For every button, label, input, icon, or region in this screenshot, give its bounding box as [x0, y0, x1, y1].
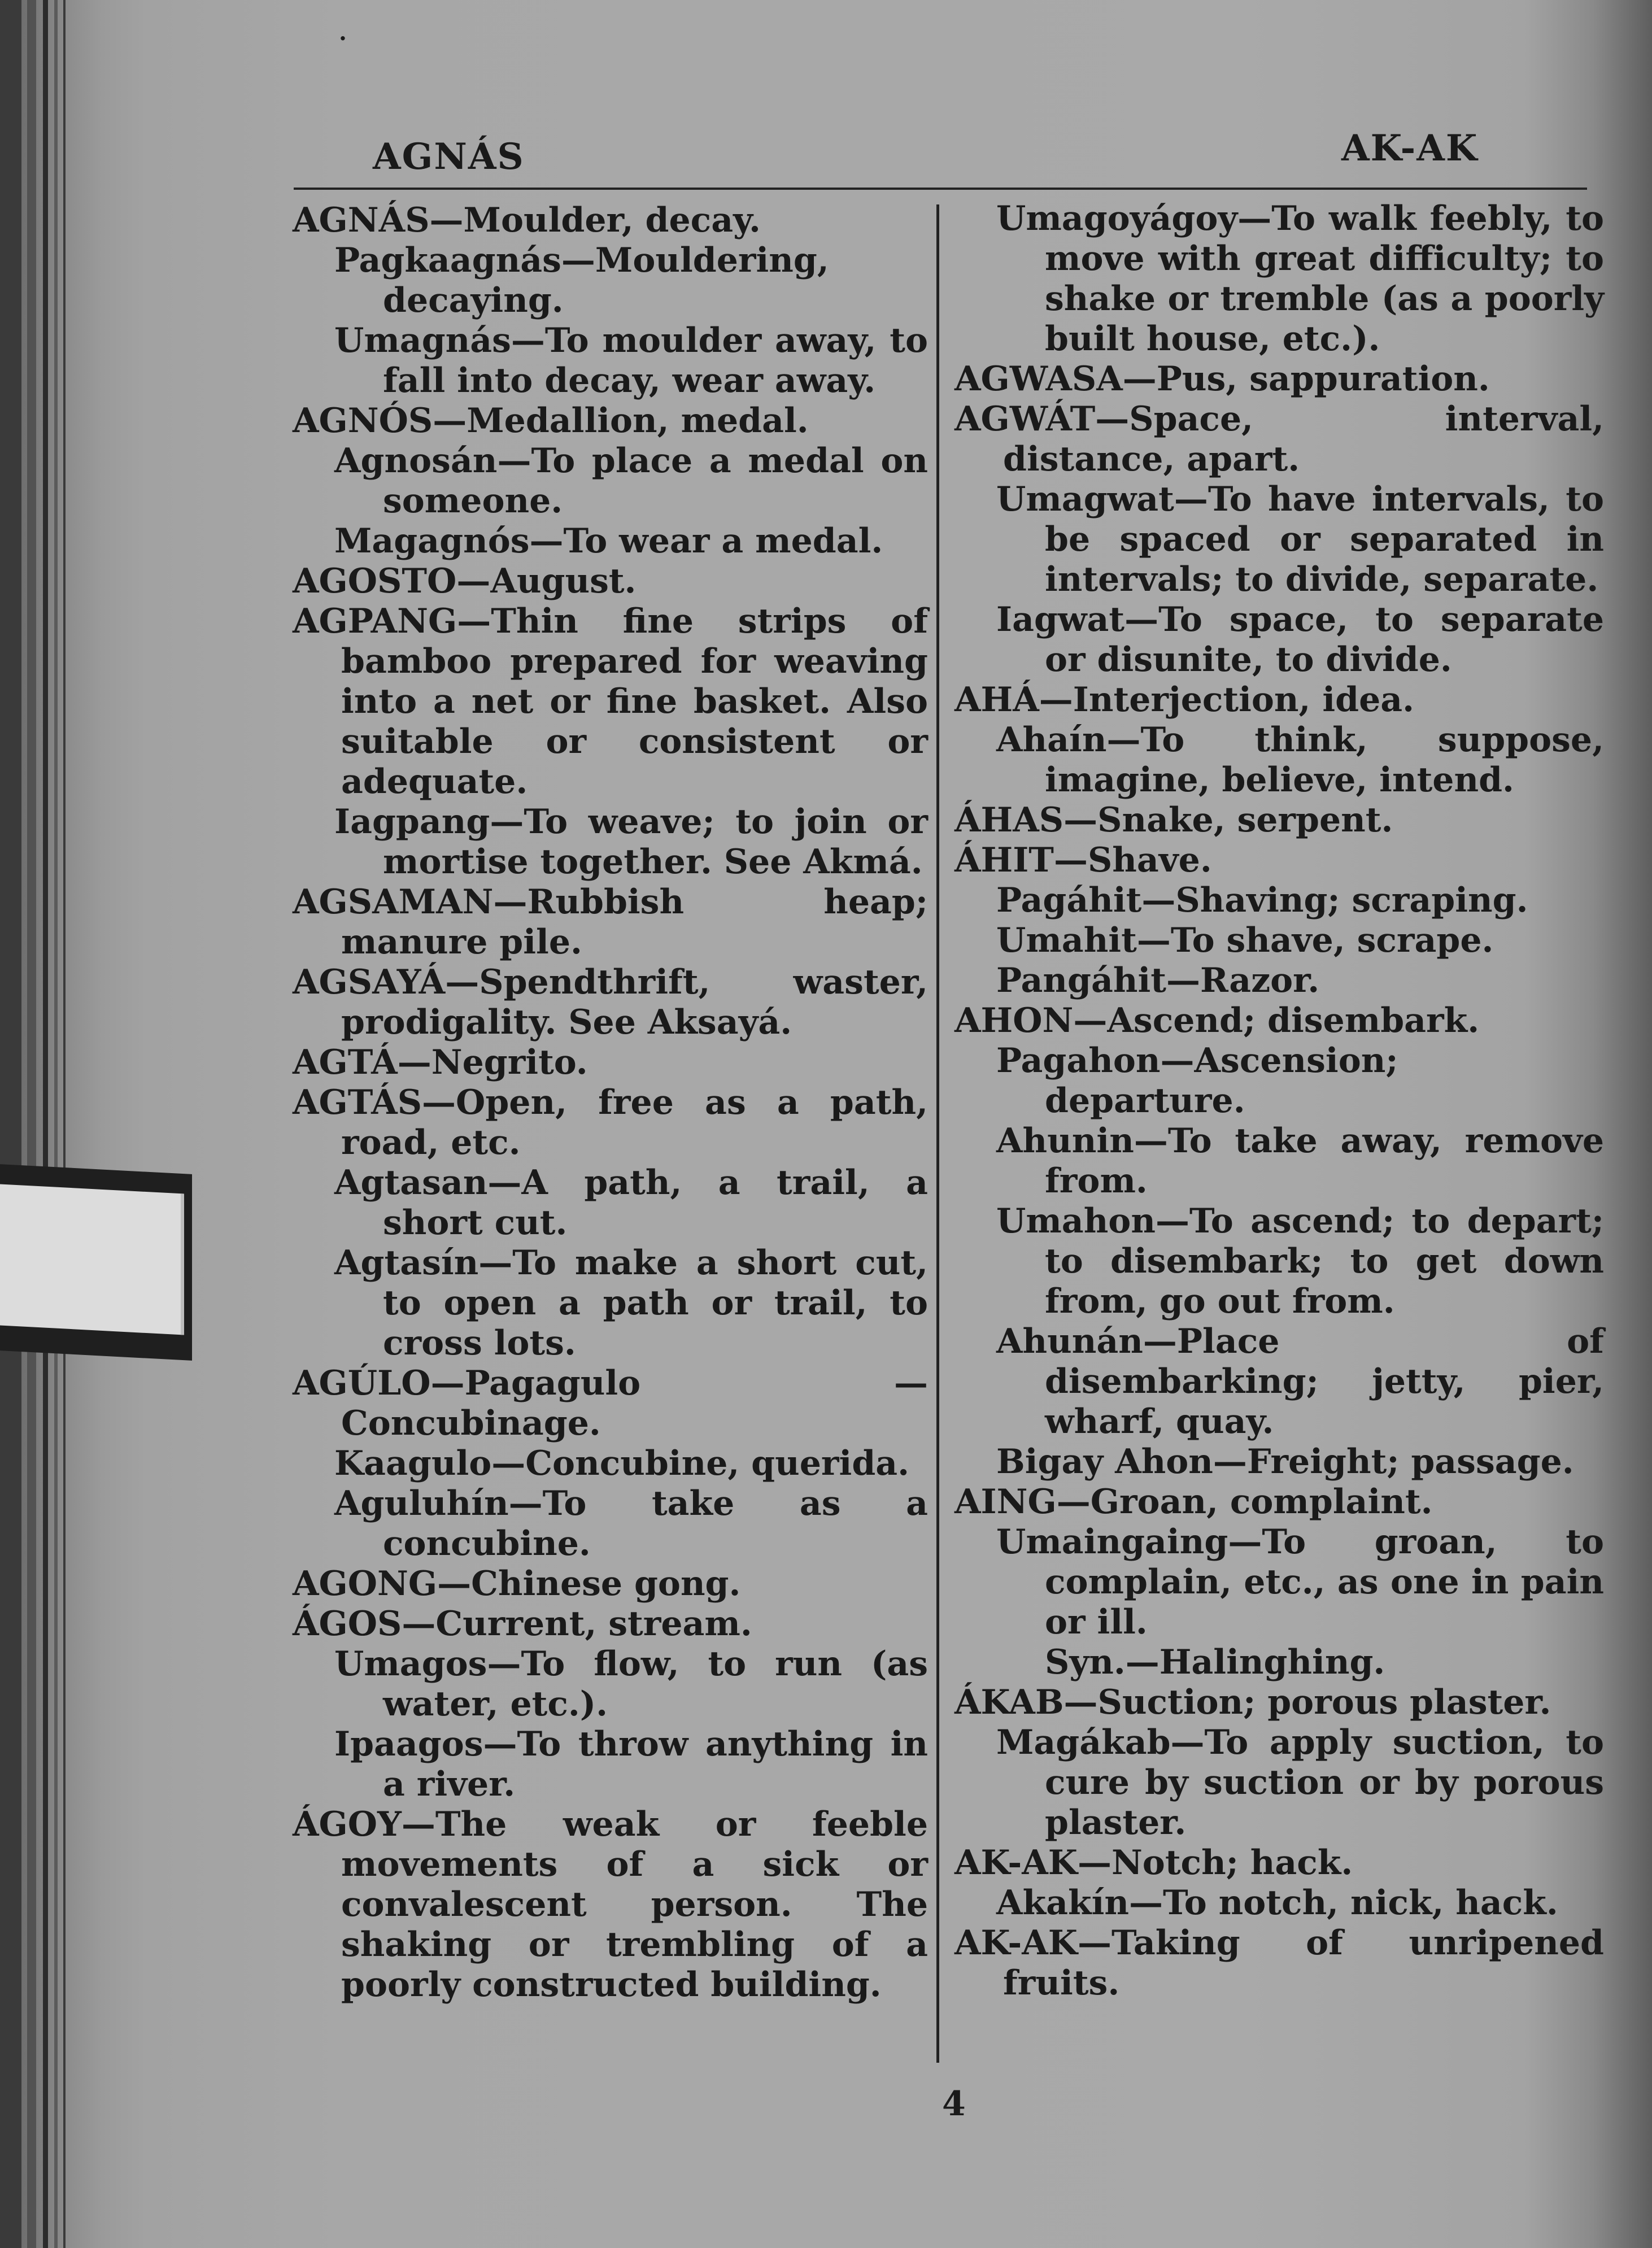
entry-definition: —To place a medal on someone.: [383, 441, 928, 521]
entry-definition: —Moulder, decay.: [429, 201, 761, 240]
entry-headword: Magagnós: [334, 521, 530, 561]
entry-definition: —To weave; to join or mortise together. See Akmá.: [383, 802, 928, 882]
dictionary-entry: [293, 962, 928, 1043]
entry-definition: —Ascension; departure.: [1045, 1041, 1398, 1121]
entry-headword: AK-AK: [954, 1843, 1078, 1883]
dictionary-entry: [954, 800, 1604, 840]
dictionary-entry: [954, 961, 1604, 1001]
entry-definition: —A path, a trail, a short cut.: [383, 1163, 928, 1243]
dictionary-entry: [293, 1444, 928, 1484]
dictionary-entry: [293, 201, 928, 241]
entry-definition: —Thin fine strips of bamboo prepared for weaving into a net or fine basket. Also suitable or consistent or adequate.: [341, 602, 928, 801]
entry-headword: Pagkaagnás: [334, 241, 561, 280]
entry-definition: —Negrito.: [397, 1043, 588, 1082]
dictionary-entry: [293, 521, 928, 561]
entry-headword: AGSAMAN: [293, 882, 494, 922]
entry-definition: —Suction; porous plaster.: [1063, 1683, 1551, 1722]
entry-headword: Ipaagos: [334, 1724, 483, 1764]
dictionary-entry: [954, 881, 1604, 921]
entry-headword: Kaagulo: [334, 1444, 492, 1483]
entry-definition: —To think, suppose, imagine, believe, intend.: [1045, 720, 1604, 800]
entry-definition: —To take away, remove from.: [1045, 1121, 1604, 1201]
entry-definition: —Concubine, querida.: [491, 1444, 910, 1483]
dictionary-entry: [293, 321, 928, 401]
entry-definition: —To walk feebly, to move with great difficulty; to shake or tremble (as a poorly built house, etc.).: [1045, 199, 1604, 359]
entry-headword: Umagos: [334, 1644, 487, 1684]
left-column: [293, 201, 928, 2005]
entry-headword: ÁKAB: [954, 1683, 1064, 1722]
dictionary-entry: [293, 441, 928, 521]
entry-definition: —Razor.: [1166, 961, 1320, 1000]
entry-headword: AHON: [954, 1001, 1074, 1040]
entry-definition: —Notch; hack.: [1077, 1843, 1353, 1883]
entry-definition: —To ascend; to depart; to disembark; to get down from, go out from.: [1045, 1201, 1604, 1321]
entry-headword: Agtasín: [334, 1243, 479, 1283]
entry-headword: ÁGOS: [293, 1604, 402, 1644]
dictionary-entry: [954, 1883, 1604, 1923]
entry-definition: —Space, interval, distance, apart.: [1003, 399, 1604, 479]
dictionary-entry: [293, 1243, 928, 1363]
entry-definition: —Taking of unripened fruits.: [1003, 1923, 1604, 2003]
entry-headword: AGTÁS: [293, 1083, 422, 1122]
entry-headword: Ahunán: [996, 1322, 1143, 1361]
running-head-right: AK-AK: [1341, 127, 1479, 169]
dictionary-entry: [954, 1121, 1604, 1201]
entry-definition: — Concubinage.: [341, 1363, 928, 1443]
entry-headword: Pagahon: [996, 1041, 1161, 1081]
page-number: 4: [942, 2084, 966, 2124]
entry-headword: ÁHIT: [954, 840, 1054, 880]
dictionary-entry: [293, 1083, 928, 1163]
entry-headword: Akakín: [996, 1883, 1129, 1923]
dictionary-entry: [954, 680, 1604, 720]
entry-definition: —Interjection, idea.: [1039, 680, 1415, 720]
entry-headword: ÁGOY: [293, 1805, 402, 1844]
bookmark-tab-face: [0, 1184, 184, 1335]
dictionary-entry: [293, 1644, 928, 1724]
book-binding-shadow: [0, 0, 21, 2248]
entry-definition: —To space, to separate or disunite, to divide.: [1045, 600, 1604, 679]
dictionary-entry: [954, 1923, 1604, 2003]
entry-headword: Umahit: [996, 921, 1137, 960]
dictionary-entry: [954, 1522, 1604, 1643]
dictionary-entry: [293, 802, 928, 882]
entry-definition: —To apply suction, to cure by suction or by porous plaster.: [1045, 1723, 1604, 1842]
dictionary-entry: [293, 1564, 928, 1604]
book-binding-edge: [27, 0, 36, 2248]
entry-definition: —Rubbish heap; manure pile.: [341, 882, 928, 962]
dictionary-entry: [293, 1805, 928, 2005]
dictionary-entry: [954, 399, 1604, 480]
entry-definition: —To take as a concubine.: [383, 1484, 928, 1563]
dictionary-entry: [954, 1482, 1604, 1522]
entry-headword: Iagwat: [996, 600, 1125, 639]
entry-headword: AGNÓS: [293, 401, 433, 441]
entry-headword: Iagpang: [334, 802, 490, 842]
book-binding-line: [54, 0, 58, 2248]
dictionary-entry: [954, 1683, 1604, 1723]
entry-definition: —To throw anything in a river.: [383, 1724, 928, 1804]
entry-definition: —Open, free as a path, road, etc.: [341, 1083, 928, 1162]
entry-definition: —Shaving; scraping.: [1141, 881, 1528, 920]
entry-definition: —Groan, complaint.: [1056, 1482, 1433, 1522]
entry-definition: —To moulder away, to fall into decay, wear away.: [383, 321, 928, 400]
entry-headword: Umagoyágoy: [996, 199, 1238, 238]
dictionary-entry: [954, 1201, 1604, 1322]
entry-headword: Magákab: [996, 1723, 1171, 1762]
entry-headword: Pangáhit: [996, 961, 1166, 1000]
dictionary-entry: [293, 602, 928, 802]
entry-headword: AGWÁT: [954, 399, 1096, 439]
entry-headword: Syn.—Halinghing.: [1045, 1643, 1385, 1682]
right-column: [954, 199, 1604, 2003]
entry-definition: —Spendthrift, waster, prodigality. See Aksayá.: [341, 962, 928, 1042]
dictionary-entry: [954, 720, 1604, 800]
entry-headword: Umaingaing: [996, 1522, 1228, 1562]
entry-headword: AGSAYÁ: [293, 962, 446, 1002]
entry-headword: Bigay Ahon: [996, 1442, 1213, 1482]
entry-definition: —Shave.: [1053, 840, 1212, 880]
entry-headword: AGOSTO: [293, 561, 457, 601]
entry-definition: —Current, stream.: [402, 1604, 752, 1644]
dictionary-entry: [293, 1163, 928, 1243]
entry-headword: Ahunin: [996, 1121, 1134, 1161]
entry-headword: AGNÁS: [293, 201, 430, 240]
running-head-left: AGNÁS: [373, 136, 525, 178]
entry-headword: Ahaín: [996, 720, 1107, 760]
dictionary-entry: [293, 1363, 928, 1444]
entry-headword: AGTÁ: [293, 1043, 398, 1082]
entry-headword: Umahon: [996, 1201, 1156, 1241]
dictionary-entry: [293, 1043, 928, 1083]
dictionary-entry: [293, 401, 928, 441]
dictionary-entry: [954, 1001, 1604, 1041]
dictionary-entry: [954, 840, 1604, 881]
entry-headword: ÁHAS: [954, 800, 1064, 840]
entry-headword: AGWASA: [954, 359, 1123, 399]
entry-definition: —Freight; passage.: [1213, 1442, 1574, 1482]
book-binding-line: [43, 0, 48, 2248]
entry-definition: —August.: [456, 561, 637, 601]
entry-definition: —To have intervals, to be spaced or separated in intervals; to divide, separate.: [1045, 480, 1604, 599]
dictionary-entry: [293, 241, 928, 321]
column-divider: [936, 204, 939, 2063]
dictionary-entry: [954, 1322, 1604, 1442]
page-speck: ·: [339, 25, 347, 52]
entry-definition: —To wear a medal.: [529, 521, 883, 561]
entry-definition: —Medallion, medal.: [433, 401, 809, 441]
entry-definition: —Chinese gong.: [437, 1564, 741, 1604]
dictionary-entry: [293, 1484, 928, 1564]
dictionary-entry: [954, 480, 1604, 600]
entry-definition: —To groan, to complain, etc., as one in pain or ill.: [1045, 1522, 1604, 1642]
dictionary-entry: [293, 1724, 928, 1805]
dictionary-entry: [954, 1723, 1604, 1843]
entry-headword: Agtasan: [334, 1163, 488, 1203]
header-rule: [294, 188, 1587, 190]
dictionary-entry: [954, 1643, 1604, 1683]
entry-headword: Agnosán: [334, 441, 498, 481]
entry-definition: —The weak or feeble movements of a sick or convalescent person. The shaking or trembling of a poorly constructed building.: [341, 1805, 928, 2005]
entry-headword: AGÚLO—Pagagulo: [293, 1363, 641, 1403]
entry-definition: —To notch, nick, hack.: [1129, 1883, 1558, 1923]
dictionary-entry: [954, 1843, 1604, 1883]
dictionary-entry: [954, 600, 1604, 680]
entry-headword: AK-AK: [954, 1923, 1078, 1963]
entry-definition: —Mouldering, decaying.: [383, 241, 829, 320]
entry-definition: —To make a short cut, to open a path or trail, to cross lots.: [383, 1243, 928, 1363]
dictionary-entry: [954, 1041, 1604, 1121]
book-binding-line: [63, 0, 66, 2248]
dictionary-entry: [293, 882, 928, 962]
dictionary-entry: [293, 1604, 928, 1644]
entry-headword: Umagwat: [996, 480, 1174, 519]
entry-definition: —Snake, serpent.: [1063, 800, 1393, 840]
dictionary-entry: [954, 199, 1604, 359]
entry-headword: Pagáhit: [996, 881, 1142, 920]
entry-definition: —Place of disembarking; jetty, pier, wharf, quay.: [1045, 1322, 1604, 1441]
dictionary-entry: [954, 1442, 1604, 1482]
entry-definition: —Pus, sappuration.: [1122, 359, 1490, 399]
entry-headword: AGONG: [293, 1564, 438, 1604]
dictionary-entry: [954, 359, 1604, 399]
entry-headword: Umagnás: [334, 321, 511, 360]
entry-headword: AGPANG: [293, 602, 457, 641]
dictionary-entry: [293, 561, 928, 602]
dictionary-entry: [954, 921, 1604, 961]
entry-definition: —To flow, to run (as water, etc.).: [383, 1644, 928, 1724]
entry-definition: —To shave, scrape.: [1136, 921, 1494, 960]
entry-headword: AING: [954, 1482, 1057, 1522]
entry-headword: Aguluhín: [334, 1484, 509, 1523]
entry-headword: AHÁ: [954, 680, 1039, 720]
entry-definition: —Ascend; disembark.: [1073, 1001, 1480, 1040]
